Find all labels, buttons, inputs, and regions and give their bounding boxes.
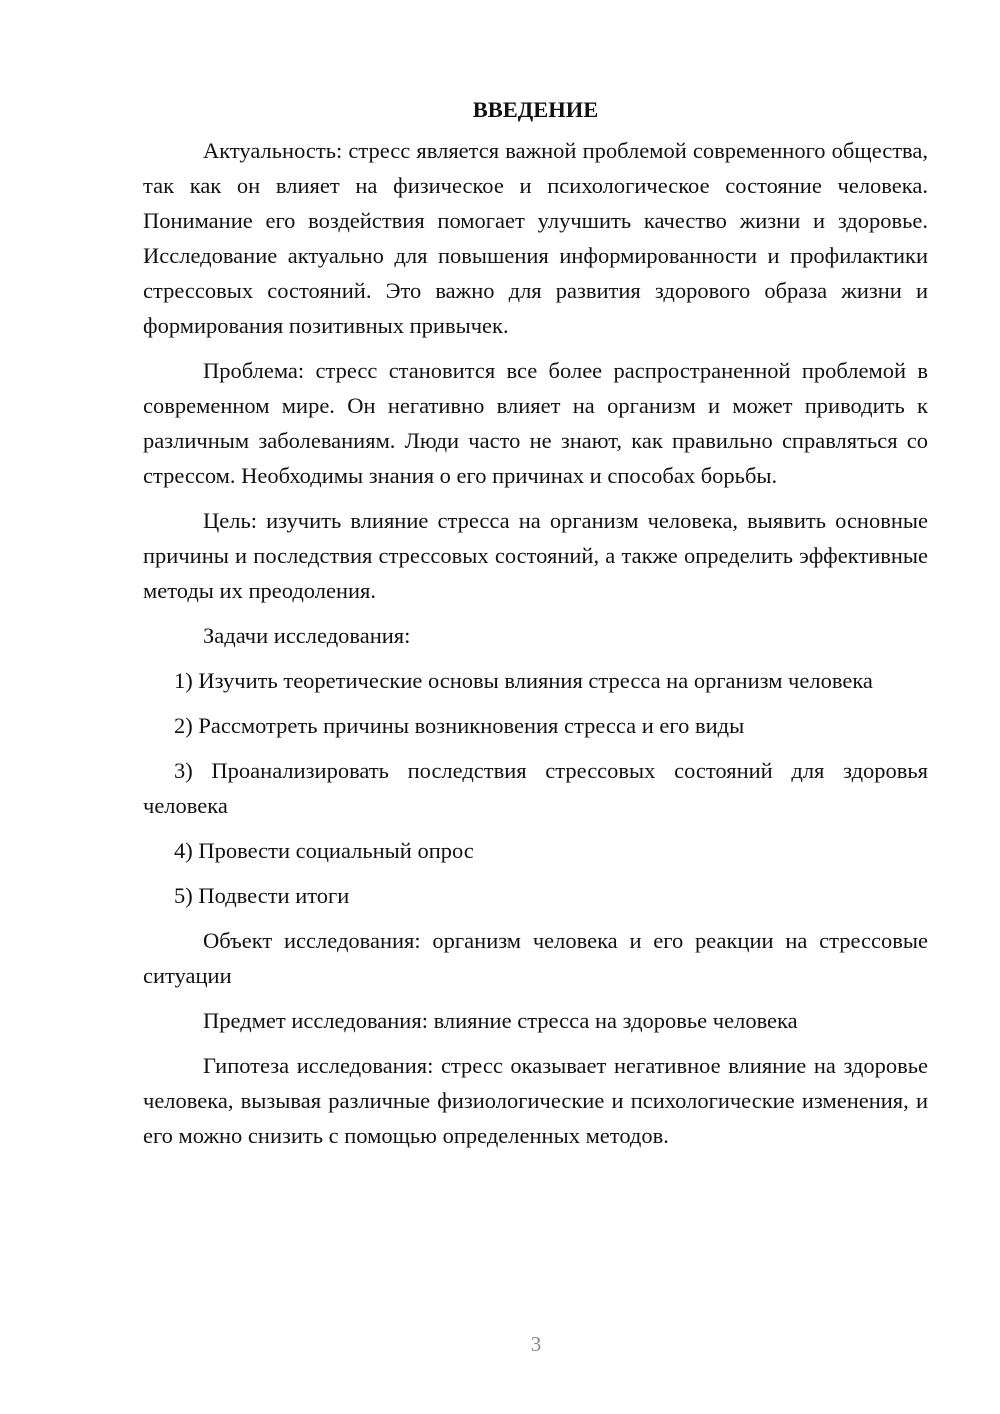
list-item: 4) Провести социальный опрос [174,838,474,863]
list-item: 1) Изучить теоретические основы влияния стресса на организм человека [174,668,873,693]
paragraph-object: Объект исследования: организм человека и его реакции на стрессовые ситуации [143,928,928,988]
list-item: 3) Проанализировать последствия стрессовых состояний для здоровья человека [143,758,928,818]
list-item: 5) Подвести итоги [174,883,350,908]
list-item: 2) Рассмотреть причины возникновения стресса и его виды [174,713,745,738]
tasks-heading: Задачи исследования: [203,623,411,648]
document-page [143,92,928,1163]
paragraph-problem: Проблема: стресс становится все более распространенной проблемой в современном мире. Он негативно влияет на организм и может приводить к различным заболеваниям. Люди часто не знают, как правильно справляться со стрессом. Необходимы знания о его причинах и способах борьбы. [143,358,928,488]
paragraph-goal: Цель: изучить влияние стресса на организм человека, выявить основные причины и последствия стрессовых состояний, а также определить эффективные методы их преодоления. [143,508,928,603]
paragraph-subject: Предмет исследования: влияние стресса на здоровье человека [203,1008,798,1033]
paragraph-relevance: Актуальность: стресс является важной проблемой современного общества, так как он влияет на физическое и психологическое состояние человека. Понимание его воздействия помогает улучшить качество жизни и здоровье. Исследование актуально для повышения информированности и профилактики стрессовых состояний. Это важно для развития здорового образа жизни и формирования позитивных привычек. [143,138,928,338]
page-title: ВВЕДЕНИЕ [472,97,599,122]
paragraph-hypothesis: Гипотеза исследования: стресс оказывает негативное влияние на здоровье человека, вызывая различные физиологические и психологические изменения, и его можно снизить с помощью определенных методов. [143,1053,928,1148]
task-list [143,663,928,913]
page-number: 3 [530,1332,542,1356]
